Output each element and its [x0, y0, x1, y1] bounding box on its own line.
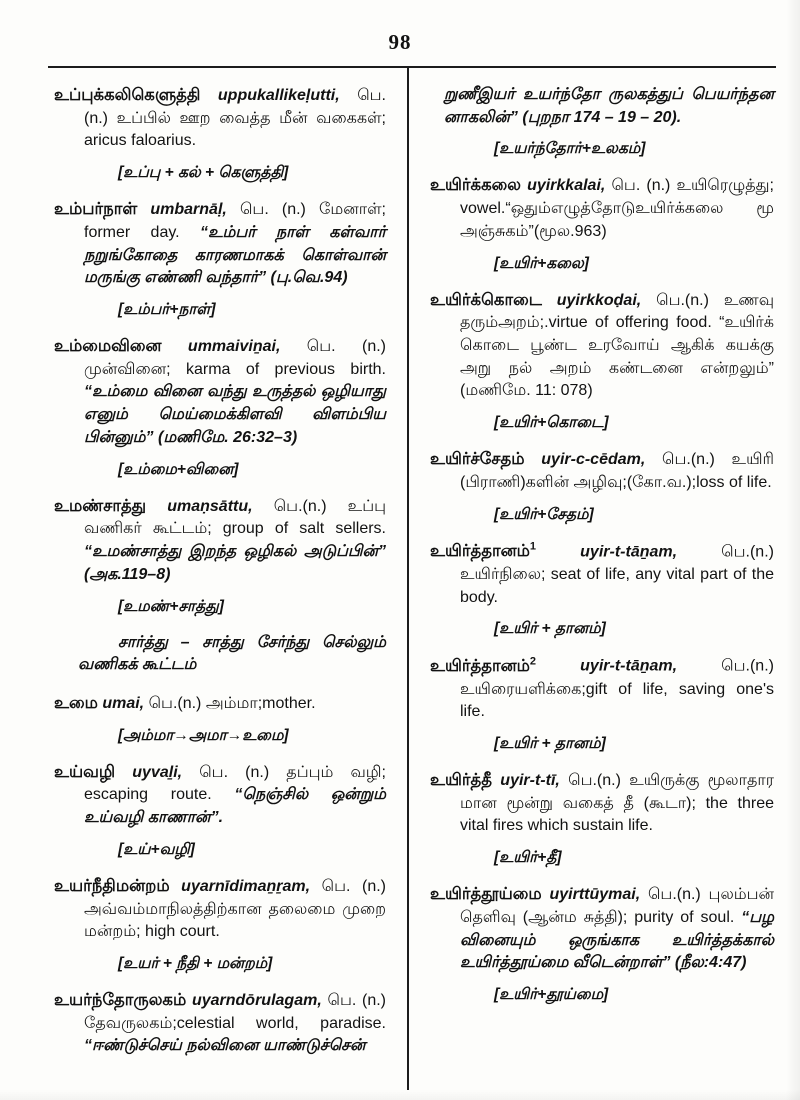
- dictionary-entry: [54, 761, 386, 860]
- entry-headword: உய்வழி: [54, 762, 116, 781]
- entry-etymology: [உயிர் + தானம்]: [494, 734, 606, 752]
- entry-gloss: உயிரெழுத்து; vowel.: [460, 177, 774, 218]
- entry-gloss: உப்பில் ஊற வைத்த மீன் வகைகள்; aricus faloarius.: [84, 109, 386, 150]
- entry-transliteration: uyir-t-tī,: [500, 771, 560, 789]
- entry-transliteration: umaṇsāttu,: [167, 497, 253, 515]
- entry-part-of-speech: பெ. (n.): [239, 201, 319, 219]
- entry-etymology: [உயிர் + தானம்]: [494, 620, 606, 638]
- dictionary-entry: [430, 448, 774, 524]
- entry-definition: [54, 198, 386, 290]
- entry-part-of-speech: பெ. (n.): [199, 763, 287, 781]
- dictionary-entry: [54, 692, 386, 746]
- entry-part-of-speech: பெ. (n.): [321, 877, 386, 895]
- entry-etymology: [உயிர்+கலை]: [494, 254, 589, 272]
- entry-headword: உப்புக்கலிகெளுத்தி: [54, 86, 201, 104]
- entry-transliteration: uyir-c-cēdam,: [541, 451, 646, 469]
- entry-part-of-speech: பெ.(n.): [721, 543, 774, 561]
- entry-headword: உம்மைவினை: [54, 337, 162, 356]
- entry-transliteration: uyir-t-tāṉam,: [580, 543, 678, 561]
- entry-transliteration: uyarndōrulagam,: [191, 991, 322, 1009]
- entry-part-of-speech: பெ.(n.): [148, 694, 206, 712]
- dictionary-columns: [48, 78, 776, 1062]
- entry-transliteration: uyir-t-tāṉam,: [580, 657, 678, 675]
- entry-note: சார்த்து – சாத்து சேர்ந்து செல்லும் வணிகக் கூட்டம்: [78, 633, 386, 674]
- entry-definition: [430, 654, 774, 724]
- entry-part-of-speech: பெ. (n.): [84, 87, 386, 127]
- entry-etymology: [உயிர்+தூய்மை]: [494, 985, 609, 1003]
- entry-definition: [430, 540, 774, 610]
- entry-quote: “பழ வினையும் ஒருங்காக உயிர்த்தக்கால் உயிர்த்தூய்மை வீடென்றாள்” (நீல:4:47): [460, 908, 774, 972]
- entry-gloss: உயிரையளிக்கை;gift of life, saving one's life.: [460, 680, 774, 721]
- entry-definition: [54, 692, 386, 716]
- entry-quote: “உமண்சாத்து இறந்த ஒழிகல் அடுப்பின்” (அக.119–8): [84, 543, 386, 583]
- entry-etymology: [உயர் + நீதி + மன்றம்]: [118, 954, 273, 972]
- entry-gloss: அம்மா;mother.: [205, 694, 316, 712]
- entry-gloss: உயிர்நிலை; seat of life, any vital part of the body.: [460, 565, 774, 606]
- entry-gloss: உப்பு வணிகர் கூட்டம்; group of salt sellers.: [84, 497, 386, 538]
- entry-definition: [430, 769, 774, 838]
- entry-gloss: மேனாள்; former day.: [84, 201, 386, 241]
- entry-quote: றுணீஇயர் உயர்ந்தோ ருலகத்துப் பெயர்ந்தன னாகலின்” (புறநா 174 – 19 – 20).: [444, 86, 774, 126]
- dictionary-entry: [54, 495, 386, 677]
- entry-gloss: முன்வினை; karma of previous birth.: [84, 360, 386, 378]
- entry-definition: [54, 84, 386, 153]
- dictionary-entry: [54, 84, 386, 183]
- entry-headword: உயிர்த்தானம்$^2$: [430, 655, 537, 675]
- entry-transliteration: ummaiviṉai,: [187, 338, 281, 356]
- entry-definition: [54, 761, 386, 830]
- entry-gloss: உயிரி (பிராணி)களின் அழிவு;(கோ.வ.);loss of life.: [460, 451, 774, 491]
- page-number: 98: [388, 30, 412, 54]
- entry-headword: உம்பர்நாள்: [54, 200, 138, 219]
- headword-sense-number: 1: [529, 540, 537, 553]
- entry-transliteration: uppukallikeḷutti,: [217, 87, 340, 104]
- dictionary-entry: [54, 875, 386, 974]
- dictionary-entry: [430, 883, 774, 1005]
- entry-etymology: [உம்பர்+நாள்]: [118, 301, 216, 319]
- dictionary-entry: [430, 540, 774, 640]
- entry-headword: உயிர்ச்சேதம்: [430, 450, 525, 469]
- entry-headword: உயர்நீதிமன்றம்: [54, 876, 170, 895]
- entry-part-of-speech: பெ. (n.): [327, 991, 386, 1009]
- entry-quote: “உம்மை வினை வந்து உருத்தல் ஒழியாது எனும் மெய்மைக்கிளவி விளம்பிய பின்னும்” (மணிமே. 26:32–3): [84, 383, 386, 446]
- entry-part-of-speech: பெ. (n.): [611, 177, 677, 195]
- entry-continuation: [430, 84, 774, 159]
- entry-quote: “உம்பர் நாள் கள்வார் நறுங்கோதை காரணமாகக் கொள்வான் மருங்கு எண்ணி வந்தார்” (பு.வெ.94): [84, 223, 387, 287]
- header-rule: [48, 66, 776, 68]
- entry-headword: உயிர்க்கலை: [430, 176, 521, 195]
- entry-quote: “ஈண்டுச்செய் நல்வினை யாண்டுச்சென்: [84, 1037, 366, 1055]
- entry-gloss: உயிருக்கு மூலாதார மான மூன்று வகைத் தீ (கூடா); the three vital fires which sustain life.: [460, 771, 774, 835]
- entry-definition: [430, 174, 774, 243]
- entry-definition: [54, 335, 386, 450]
- entry-transliteration: uyirkkoḍai,: [556, 291, 642, 309]
- dictionary-entry: [430, 769, 774, 868]
- entry-part-of-speech: பெ.(n.): [721, 657, 774, 675]
- dictionary-entry: [54, 198, 386, 320]
- entry-etymology: [உமண்+சாத்து]: [118, 597, 224, 615]
- entry-headword: உயிர்த்தானம்$^1$: [430, 540, 537, 561]
- entry-gloss: உணவு தரும்அறம்;.virtue of offering food.: [460, 291, 774, 332]
- dictionary-entry: [430, 654, 774, 754]
- entry-part-of-speech: பெ.(n.): [662, 451, 732, 469]
- entry-definition: [430, 448, 774, 494]
- entry-headword: உயிர்த்தீ: [430, 770, 493, 789]
- entry-gloss: “உயிர்க் கொடை பூண்ட உரவோய் ஆகிக் கயக்கு அறு நல் அறம் கண்டனை என்றலும்” (மணிமே. 11: 078): [460, 314, 774, 400]
- entry-transliteration: umai,: [102, 694, 145, 712]
- entry-etymology: [அம்மா→அமா→உமை]: [118, 726, 289, 744]
- entry-etymology: [உய்+வழி]: [118, 840, 195, 858]
- entry-definition: [430, 84, 774, 129]
- entry-etymology: [உப்பு + கல் + கெளுத்தி]: [118, 164, 289, 182]
- entry-gloss: “ஒதும்எழுத்தோடுஉயிர்க்கலை மூ அஞ்சுகம்”(மூல.963): [460, 200, 774, 240]
- entry-gloss: அவ்வம்மாநிலத்திற்கான தலைமை முறை மன்றம்; high court.: [84, 900, 386, 941]
- entry-etymology: [உயிர்+சேதம்]: [494, 505, 594, 523]
- entry-definition: [54, 989, 386, 1058]
- entry-part-of-speech: பெ.(n.): [656, 291, 724, 309]
- entry-etymology: [உயிர்+தீ]: [494, 849, 562, 867]
- entry-etymology: [உயிர்+கொடை]: [494, 414, 609, 432]
- entry-transliteration: uyirkkalai,: [527, 177, 606, 195]
- entry-headword: உமை: [54, 693, 98, 712]
- entry-part-of-speech: பெ.(n.): [647, 886, 709, 904]
- entry-headword: உமண்சாத்து: [54, 496, 147, 515]
- entry-etymology: [உம்மை+வினை]: [118, 460, 239, 478]
- entry-etymology: [உயர்ந்தோர்+உலகம்]: [494, 140, 646, 158]
- dictionary-entry: [54, 335, 386, 480]
- dictionary-entry: [54, 989, 386, 1058]
- entry-definition: [430, 883, 774, 975]
- entry-definition: [54, 495, 386, 587]
- entry-gloss: புலம்பன் தெளிவு (ஆன்ம சுத்தி); purity of soul.: [460, 886, 775, 926]
- dictionary-entry: [430, 174, 774, 273]
- headword-sense-number: 2: [529, 655, 537, 668]
- entry-part-of-speech: பெ.(n.): [273, 497, 348, 515]
- dictionary-entry: [430, 289, 774, 434]
- entry-part-of-speech: பெ.(n.): [568, 771, 630, 789]
- entry-transliteration: umbarnāḷ,: [150, 201, 227, 219]
- entry-headword: உயிர்த்தூய்மை: [430, 885, 542, 904]
- entry-transliteration: uyirttūymai,: [549, 886, 641, 904]
- entry-part-of-speech: பெ. (n.): [306, 338, 386, 356]
- entry-headword: உயர்ந்தோருலகம்: [54, 990, 187, 1009]
- entry-headword: உயிர்க்கொடை: [430, 290, 542, 309]
- entry-definition: [54, 875, 386, 944]
- entry-gloss: தேவருலகம்;celestial world, paradise.: [84, 1014, 386, 1032]
- left-column: [48, 78, 400, 1062]
- right-column: [400, 78, 776, 1062]
- entry-definition: [430, 289, 774, 404]
- entry-gloss: தப்பும் வழி; escaping route.: [84, 763, 386, 804]
- entry-transliteration: uyarnīdimaṉṟam,: [181, 877, 311, 895]
- entry-quote: “நெஞ்சில் ஒன்றும் உய்வழி காணான்”.: [84, 786, 386, 827]
- entry-transliteration: uyvaḻi,: [132, 763, 183, 781]
